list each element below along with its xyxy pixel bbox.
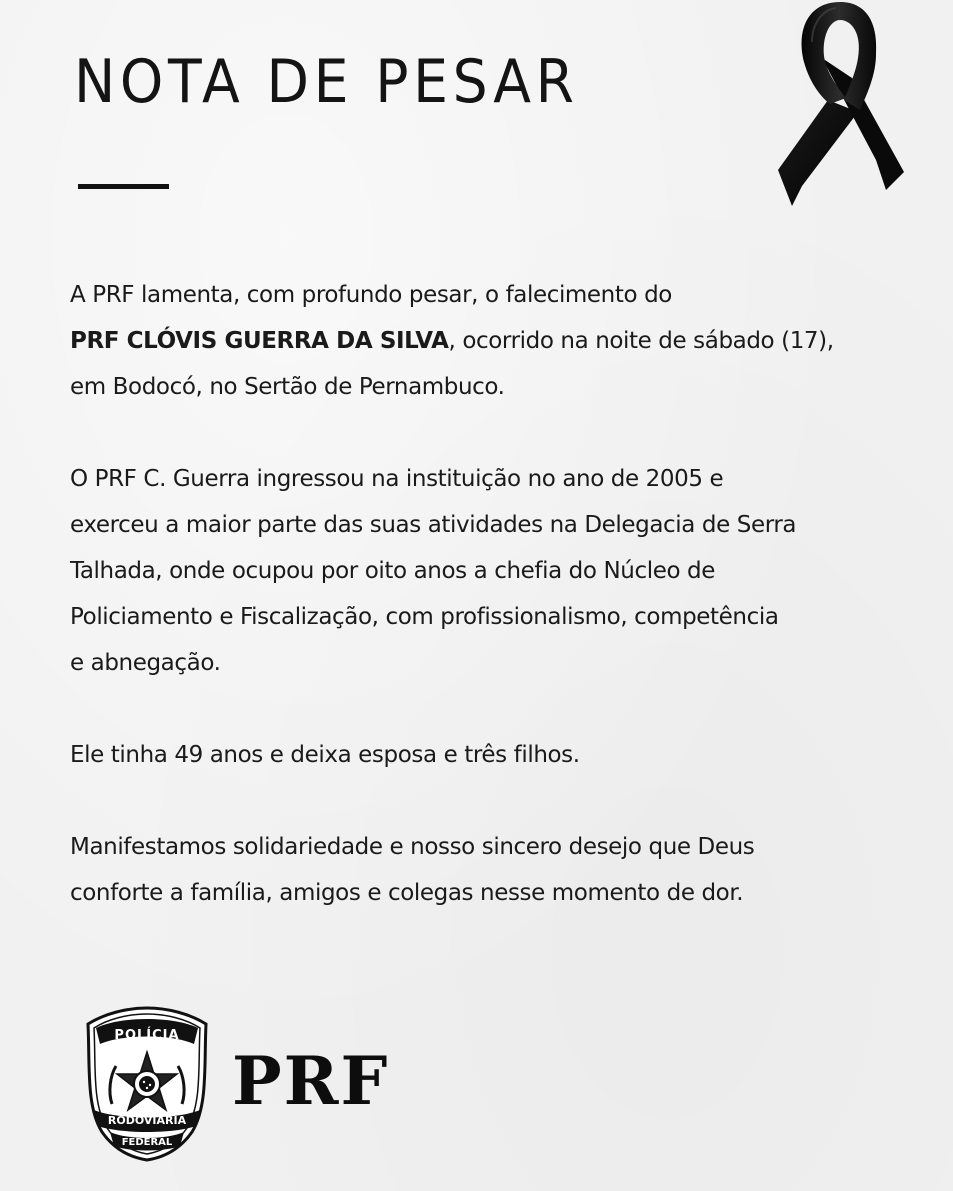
prf-badge-icon <box>82 1006 212 1162</box>
text-fragment: , ocorrido na noite de sábado (17), <box>448 328 834 354</box>
text-line: Ele tinha 49 anos e deixa esposa e três filhos. <box>70 742 580 768</box>
page-title: NOTA DE PESAR <box>74 47 579 117</box>
note-body <box>70 272 890 962</box>
deceased-name: PRF CLÓVIS GUERRA DA SILVA <box>70 328 449 354</box>
title-underline <box>78 184 169 189</box>
paragraph-career <box>70 456 890 686</box>
text-line: e abnegação. <box>70 650 221 676</box>
text-line: conforte a família, amigos e colegas nesse momento de dor. <box>70 880 744 906</box>
paragraph-announcement <box>70 272 890 410</box>
text-line: exerceu a maior parte das suas atividades na Delegacia de Serra <box>70 512 797 538</box>
prf-wordmark: PRF <box>232 1042 390 1120</box>
text-line: A PRF lamenta, com profundo pesar, o falecimento do <box>70 282 672 308</box>
text-line: Policiamento e Fiscalização, com profissionalismo, competência <box>70 604 779 630</box>
text-line: em Bodocó, no Sertão de Pernambuco. <box>70 374 505 400</box>
badge-bottom-text-1: RODOVIÁRIA <box>107 1114 187 1127</box>
text-line: Talhada, onde ocupou por oito anos a chefia do Núcleo de <box>70 558 715 584</box>
black-mourning-ribbon-icon <box>770 0 910 212</box>
text-line <box>70 318 890 364</box>
badge-bottom-text-2: FEDERAL <box>121 1137 173 1148</box>
badge-top-text: POLÍCIA <box>114 1028 180 1043</box>
prf-logo <box>82 1006 412 1166</box>
text-line: O PRF C. Guerra ingressou na instituição no ano de 2005 e <box>70 466 724 492</box>
text-line: Manifestamos solidariedade e nosso sincero desejo que Deus <box>70 834 755 860</box>
paragraph-family <box>70 732 890 778</box>
paragraph-solidarity <box>70 824 890 916</box>
